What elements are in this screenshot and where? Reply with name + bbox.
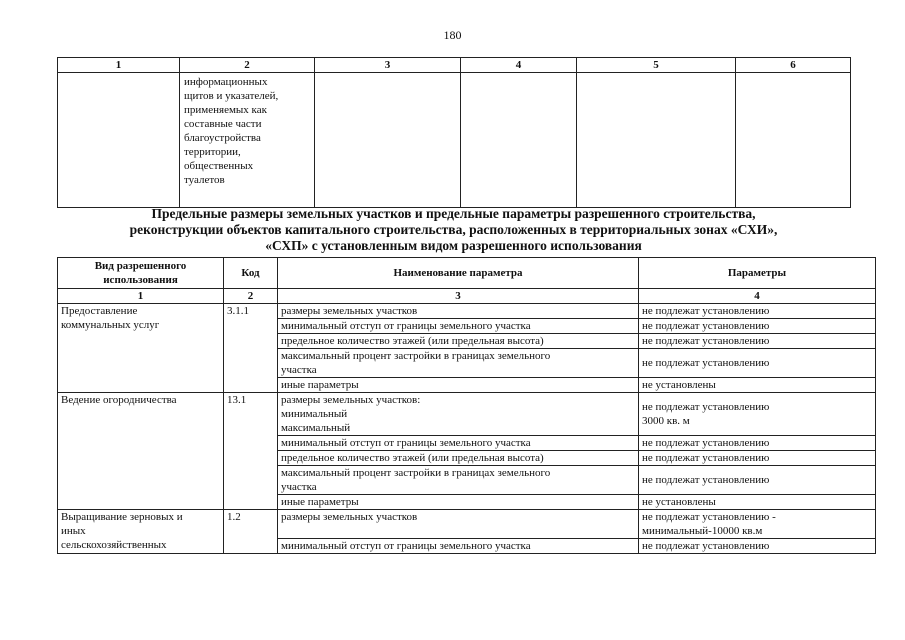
param-name-cell: минимальный отступ от границы земельного участка	[278, 319, 639, 334]
col-header: 4	[461, 58, 577, 73]
table-cell	[58, 73, 180, 208]
header-params: Параметры	[639, 258, 876, 289]
param-value-cell: не подлежат установлению	[639, 319, 876, 334]
param-name-cell: предельное количество этажей (или предельная высота)	[278, 451, 639, 466]
col-header: 2	[180, 58, 315, 73]
header-code: Код	[224, 258, 278, 289]
column-number-row	[58, 289, 876, 304]
header-use-type: Вид разрешенного использования	[58, 258, 224, 289]
page-number: 180	[443, 28, 462, 42]
cell-text: территории,	[184, 146, 241, 158]
param-value-cell: не подлежат установлению	[639, 349, 876, 378]
col-number: 3	[278, 289, 639, 304]
table-cell	[180, 73, 315, 208]
table-row	[58, 510, 876, 539]
section-title	[57, 206, 850, 254]
param-value-cell: не подлежат установлению	[639, 304, 876, 319]
param-name-cell: размеры земельных участков	[278, 510, 639, 539]
param-value-cell: не установлены	[639, 495, 876, 510]
param-value-cell: не подлежат установлению	[639, 466, 876, 495]
param-name-cell: минимальный отступ от границы земельного участка	[278, 539, 639, 554]
cell-text: составные части	[184, 118, 262, 130]
param-name-cell: размеры земельных участков	[278, 304, 639, 319]
table-cell	[461, 73, 577, 208]
param-name-cell: иные параметры	[278, 495, 639, 510]
col-header: 5	[577, 58, 736, 73]
code-cell: 13.1	[224, 393, 278, 510]
section-title-line: Предельные размеры земельных участков и предельные параметры разрешенного строительства,	[151, 206, 756, 221]
cell-text: общественных	[184, 160, 254, 172]
table-cell	[577, 73, 736, 208]
col-number: 1	[58, 289, 224, 304]
param-value-cell: не подлежат установлению	[639, 334, 876, 349]
cell-text: применяемых как	[184, 104, 267, 116]
param-name-cell: максимальный процент застройки в границах земельного участка	[278, 466, 639, 495]
param-value-cell: не подлежат установлению 3000 кв. м	[639, 393, 876, 436]
param-value-cell: не подлежат установлению	[639, 539, 876, 554]
continuation-header-row	[58, 58, 851, 73]
header-param-name: Наименование параметра	[278, 258, 639, 289]
param-name-cell: максимальный процент застройки в границах земельного участка	[278, 349, 639, 378]
use-type-cell: Предоставление коммунальных услуг	[58, 304, 224, 393]
cell-text: информационных	[184, 76, 268, 88]
continuation-table	[57, 57, 851, 208]
section-title-line: реконструкции объектов капитального строительства, расположенных в территориальных зонах «СХИ»,	[129, 222, 778, 237]
param-value-cell: не установлены	[639, 378, 876, 393]
table-cell	[736, 73, 851, 208]
col-number: 2	[224, 289, 278, 304]
cell-text: благоустройства	[184, 132, 261, 144]
param-name-cell: размеры земельных участков: минимальный максимальный	[278, 393, 639, 436]
col-header: 6	[736, 58, 851, 73]
param-name-cell: предельное количество этажей (или предельная высота)	[278, 334, 639, 349]
parameters-header-row	[58, 258, 876, 289]
param-value-cell: не подлежат установлению	[639, 451, 876, 466]
param-value-cell: не подлежат установлению - минимальный-10000 кв.м	[639, 510, 876, 539]
param-name-cell: минимальный отступ от границы земельного участка	[278, 436, 639, 451]
table-row	[58, 393, 876, 436]
parameters-table	[57, 257, 876, 554]
continuation-row	[58, 73, 851, 208]
use-type-cell: Выращивание зерновых и иных сельскохозяйственных	[58, 510, 224, 554]
col-header: 3	[315, 58, 461, 73]
code-cell: 3.1.1	[224, 304, 278, 393]
param-value-cell: не подлежат установлению	[639, 436, 876, 451]
param-name-cell: иные параметры	[278, 378, 639, 393]
table-row	[58, 304, 876, 319]
table-cell	[315, 73, 461, 208]
col-number: 4	[639, 289, 876, 304]
cell-text: туалетов	[184, 174, 225, 186]
cell-text: щитов и указателей,	[184, 90, 279, 102]
col-header: 1	[58, 58, 180, 73]
section-title-line: «СХП» с установленным видом разрешенного использования	[265, 238, 642, 253]
code-cell: 1.2	[224, 510, 278, 554]
use-type-cell: Ведение огородничества	[58, 393, 224, 510]
